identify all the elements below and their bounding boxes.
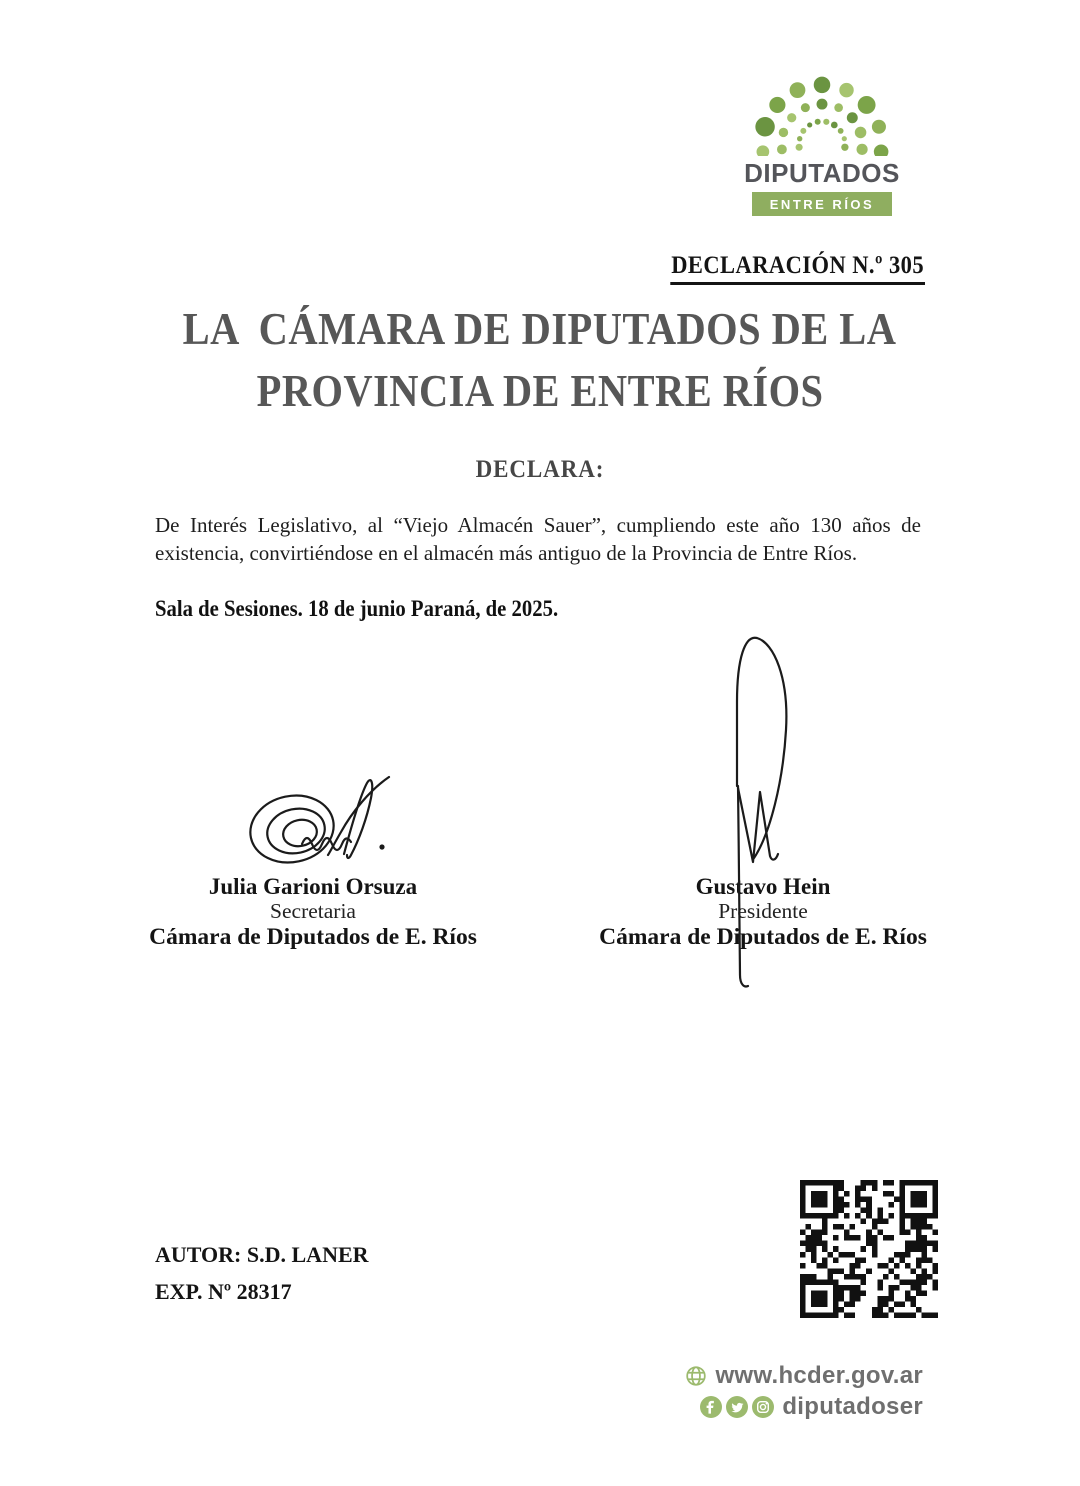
qr-code-pattern — [800, 1180, 938, 1318]
document-title — [0, 298, 1080, 422]
footer-website-row — [685, 1360, 923, 1391]
declaration-body — [155, 512, 921, 567]
footer-website: www.hcder.gov.ar — [715, 1361, 923, 1389]
signer-name: Gustavo Hein — [695, 874, 831, 899]
signer-block-presidente — [593, 874, 933, 950]
title-line-2: PROVINCIA DE ENTRE RÍOS — [256, 365, 824, 416]
author-line: AUTOR: S.D. LANER — [155, 1242, 369, 1267]
dots-arc-icon — [742, 56, 902, 156]
instagram-icon — [752, 1396, 774, 1418]
body-line: existencia, convirtiéndose en el almacén más antiguo de la Provincia de Entre Ríos. — [155, 540, 858, 565]
signer-block-secretaria — [148, 874, 478, 950]
signer-role: Secretaria — [270, 899, 356, 923]
file-info-block — [155, 1236, 369, 1310]
session-line: Sala de Sesiones. 18 de junio Paraná, de 2025. — [155, 596, 559, 621]
footer — [685, 1360, 923, 1422]
logo-wordmark: DIPUTADOS — [744, 158, 900, 188]
social-icons — [700, 1396, 774, 1418]
footer-social-row — [685, 1391, 923, 1422]
twitter-icon — [726, 1396, 748, 1418]
signature-julia-garioni-orsuza — [244, 777, 389, 870]
declara-heading: DECLARA: — [475, 456, 605, 483]
footer-social-handle: diputadoser — [782, 1392, 923, 1420]
logo-banner: ENTRE RÍOS — [752, 192, 892, 216]
title-line-1: LA CÁMARA DE DIPUTADOS DE LA — [183, 303, 897, 354]
signer-org: Cámara de Diputados de E. Ríos — [149, 924, 477, 950]
signer-name: Julia Garioni Orsuza — [208, 874, 418, 899]
signer-role: Presidente — [718, 899, 808, 923]
globe-icon — [685, 1365, 707, 1387]
exp-line: EXP. Nº 28317 — [155, 1279, 292, 1304]
declaration-number: DECLARACIÓN N.º 305 — [670, 252, 925, 285]
diputados-logo — [742, 56, 902, 216]
body-line: De Interés Legislativo, al “Viejo Almacén Sauer”, cumpliendo este año 130 años de — [155, 513, 921, 537]
signer-org: Cámara de Diputados de E. Ríos — [599, 924, 927, 950]
qr-code — [800, 1180, 938, 1318]
facebook-icon — [700, 1396, 722, 1418]
